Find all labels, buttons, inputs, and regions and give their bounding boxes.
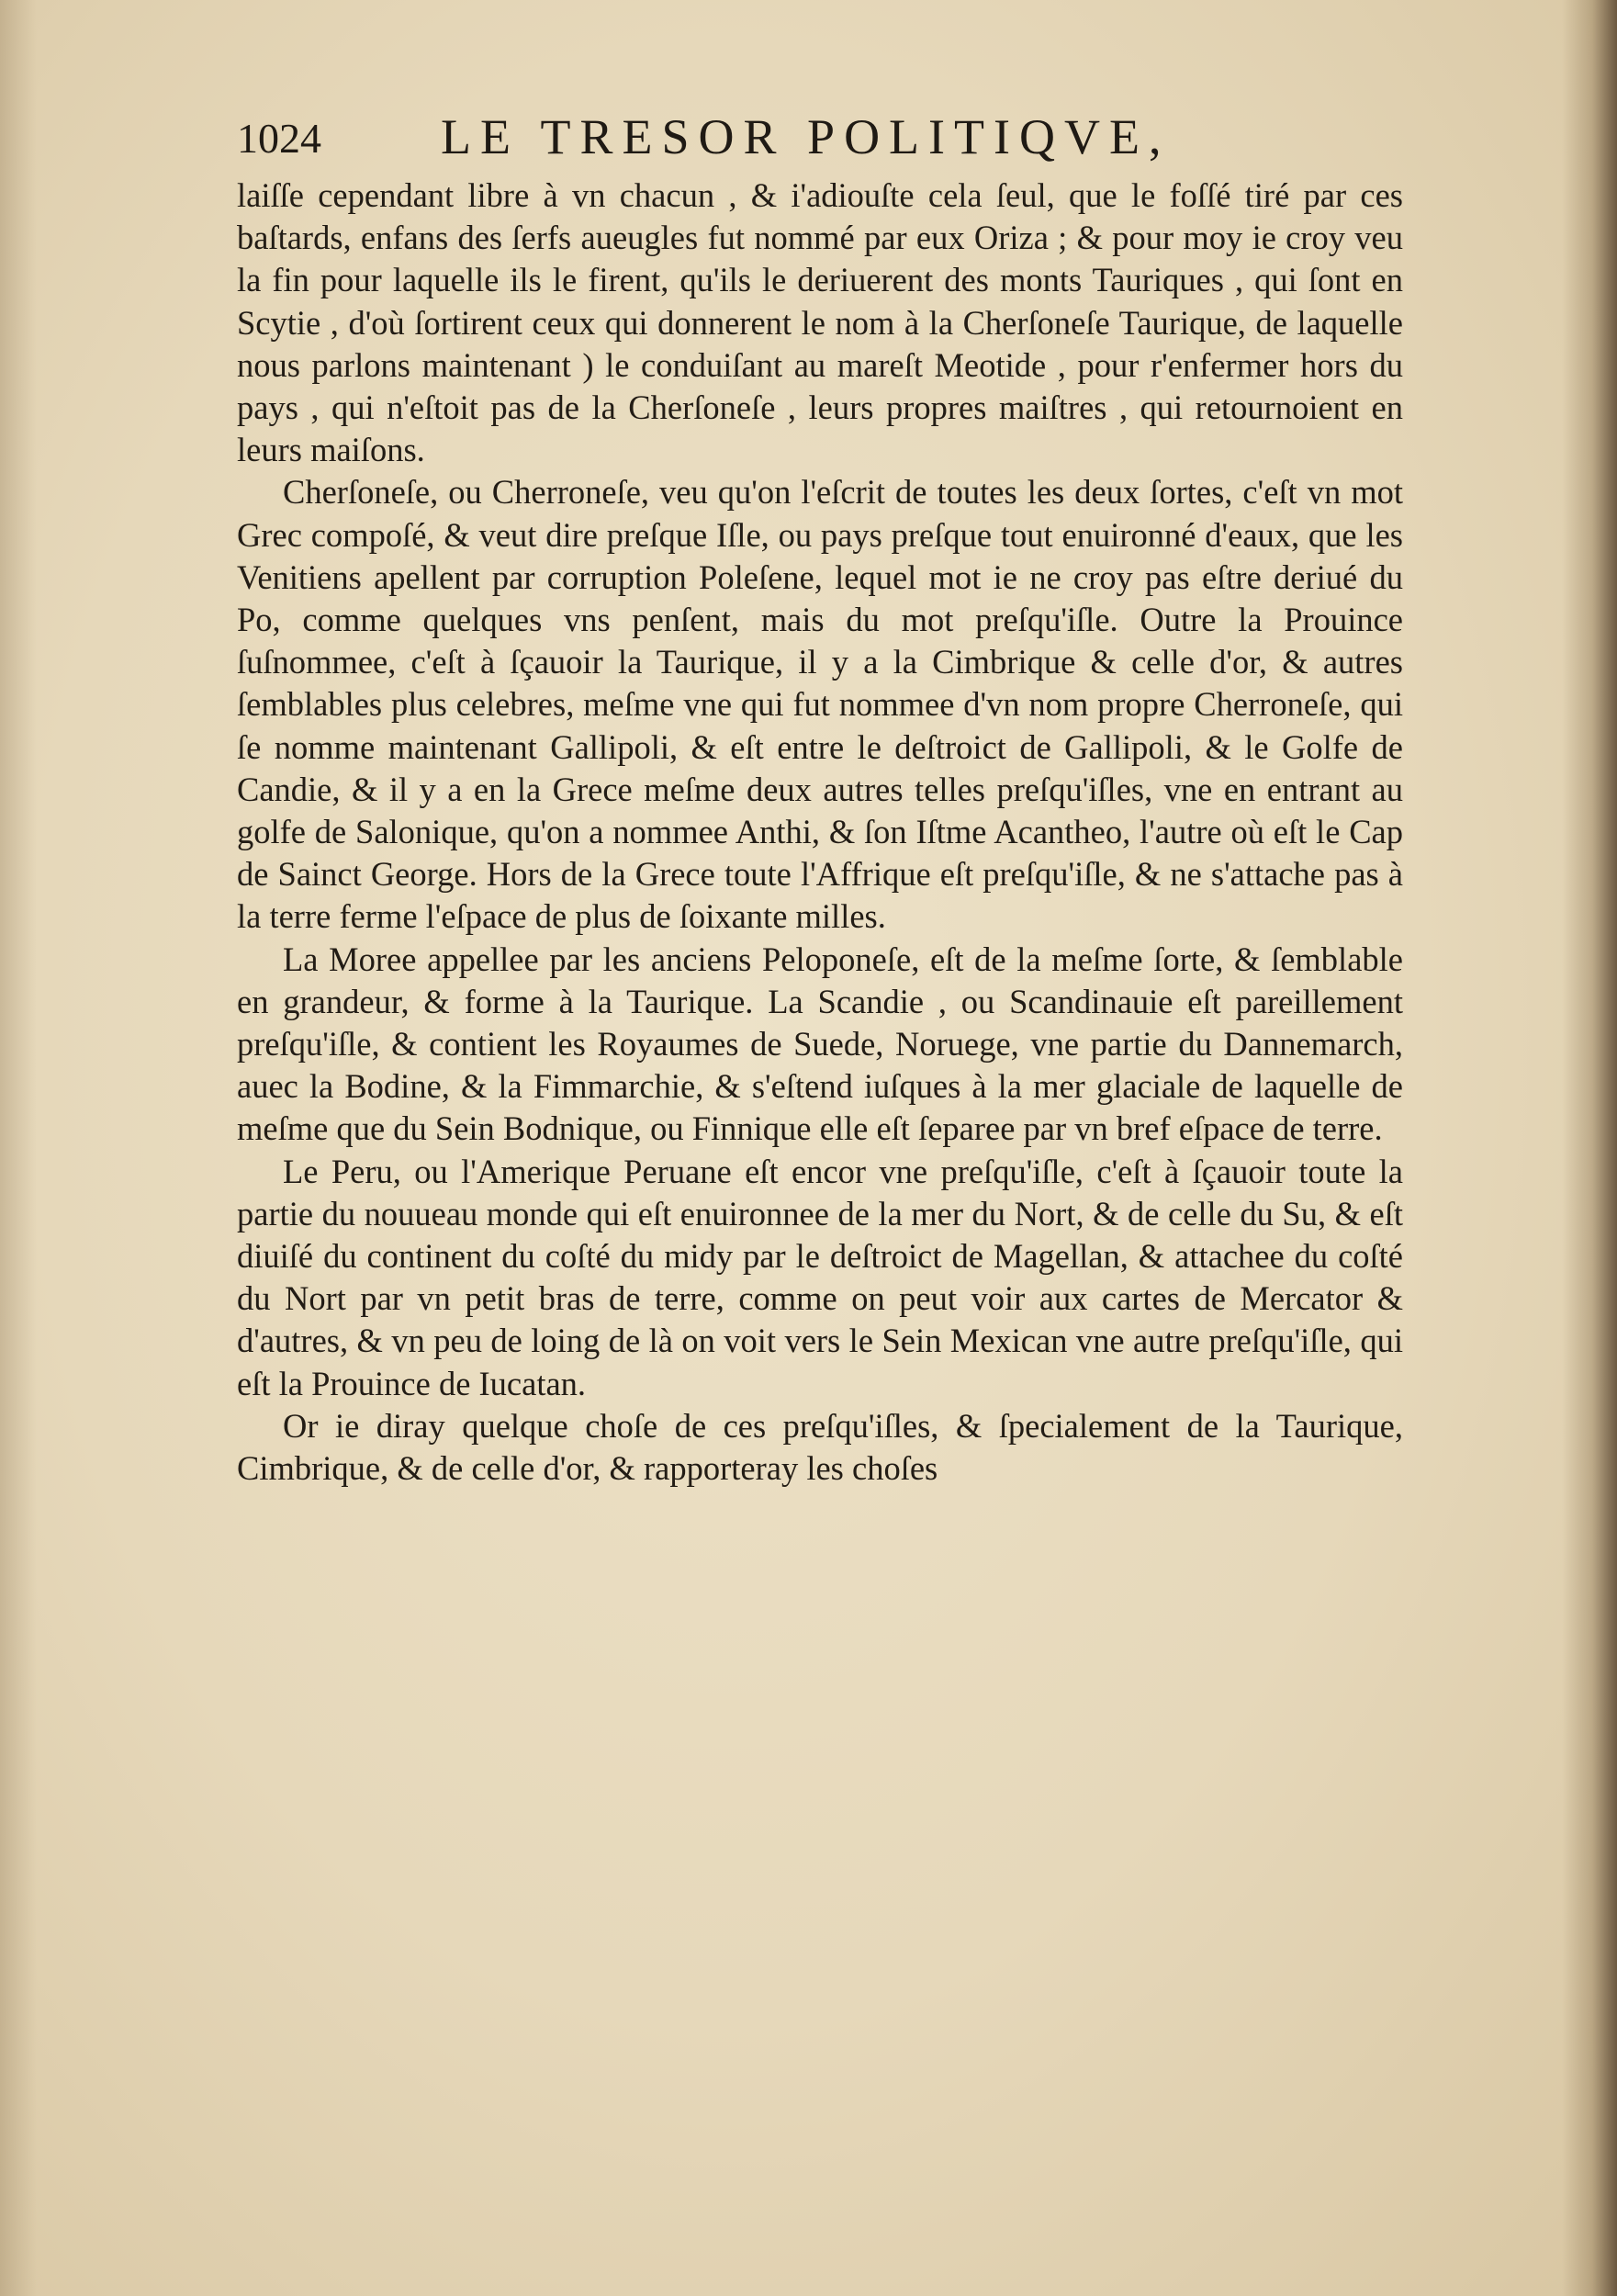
page-gutter-shadow bbox=[0, 0, 37, 2296]
body-text bbox=[237, 174, 1403, 1490]
paragraph-peru: Le Peru, ou l'Amerique Peruane eſt encor vne preſqu'iſle, c'eſt à ſçauoir toute la partie du nouueau monde qui eſt enuironnee de la mer du Nort, & de celle du Su, & eſt diuiſé du continent du coſté du midy par le deſtroict de Magellan, & attachee du coſté du Nort par vn petit bras de terre, comme on peut voir aux cartes de Mercator & d'autres, & vn peu de loing de là on voit vers le Sein Mexican vne autre preſqu'iſle, qui eſt la Prouince de Iucatan. bbox=[237, 1152, 1403, 1402]
page-number: 1024 bbox=[237, 115, 321, 162]
page-edge-shadow bbox=[1562, 0, 1617, 2296]
paragraph-moree: La Moree appellee par les anciens Peloponeſe, eſt de la meſme ſorte, & ſemblable en grandeur, & forme à la Taurique. La Scandie , ou Scandinauie eſt pareillement preſqu'iſle, & contient les Royaumes de Suede, Noruege, vne partie du Dannemarch, auec la Bodine, & la Fimmarchie, & s'eſtend iuſques à la mer glaciale de laquelle de meſme que du Sein Bodnique, ou Finnique elle eſt ſeparee par vn bref eſpace de terre. bbox=[237, 940, 1403, 1148]
paragraph-closing: Or ie diray quelque choſe de ces preſqu'iſles, & ſpecialement de la Taurique, Cimbrique, & de celle d'or, & rapporteray les choſes bbox=[237, 1406, 1403, 1488]
paragraph-chersonese: Cherſoneſe, ou Cherroneſe, veu qu'on l'eſcrit de toutes les deux ſortes, c'eſt vn mot Grec compoſé, & veut dire preſque Iſle, ou pays preſque tout enuironné d'eaux, que les Venitiens apellent par corruption Poleſene, lequel mot ie ne croy pas eſtre deriué du Po, comme quelques vns penſent, mais du mot preſqu'iſle. Outre la Prouince ſuſnommee, c'eſt à ſçauoir la Taurique, il y a la Cimbrique & celle d'or, & autres ſemblables plus celebres, meſme vne qui fut nommee d'vn nom propre Cherroneſe, qui ſe nomme maintenant Gallipoli, & eſt entre le deſtroict de Gallipoli, & le Golfe de Candie, & il y a en la Grece meſme deux autres telles preſqu'iſles, vne en entrant au golfe de Salonique, qu'on a nommee Anthi, & ſon Iſtme Acantheo, l'autre où eſt le Cap de Sainct George. Hors de la Grece toute l'Affrique eſt preſqu'iſle, & ne s'attache pas à la terre ferme l'eſpace de plus de ſoixante milles. bbox=[237, 473, 1403, 936]
paragraph-continued: laiſſe cependant libre à vn chacun , & i'adiouſte cela ſeul, que le foſſé tiré par ces baſtards, enfans des ſerfs aueugles fut nommé par eux Oriza ; & pour moy ie croy veu la fin pour laquelle ils le firent, qu'ils le deriuerent des monts Tauriques , qui ſont en Scytie , d'où ſortirent ceux qui donnerent le nom à la Cherſoneſe Taurique, de laquelle nous parlons maintenant ) le conduiſant au mareſt Meotide , pour r'enfermer hors du pays , qui n'eſtoit pas de la Cherſoneſe , leurs propres maiſtres , qui retournoient en leurs maiſons. bbox=[237, 176, 1403, 469]
running-title: LE TRESOR POLITIQVE, bbox=[441, 109, 1171, 164]
page-header bbox=[237, 108, 1421, 182]
